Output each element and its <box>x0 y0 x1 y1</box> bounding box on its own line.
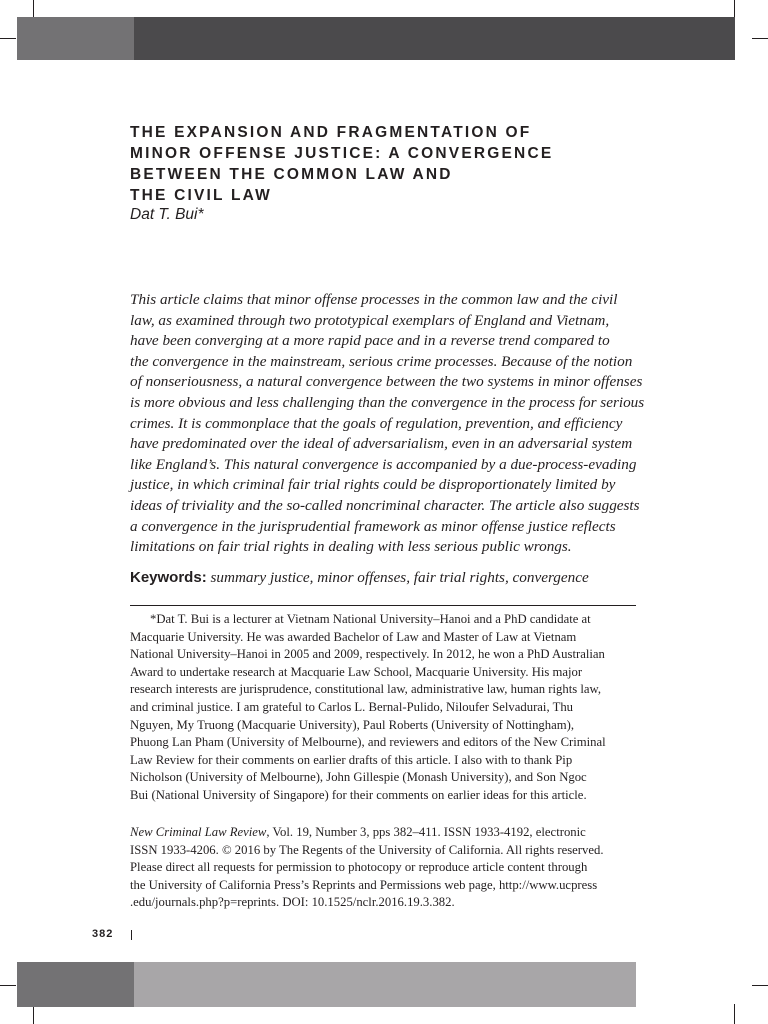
abstract-line: justice, in which criminal fair trial rights could be disproportionately limited by <box>130 476 616 494</box>
footnote-line: *Dat T. Bui is a lecturer at Vietnam National University–Hanoi and a PhD candidate at <box>150 612 591 626</box>
abstract <box>130 290 650 558</box>
journal-name: New Criminal Law Review <box>130 825 267 839</box>
abstract-line: ideas of triviality and the so-called noncriminal character. The article also suggests <box>130 496 640 514</box>
title-line: BETWEEN THE COMMON LAW AND <box>130 166 453 183</box>
article-title <box>130 122 650 206</box>
crop-mark <box>734 1004 735 1024</box>
header-band <box>134 17 735 60</box>
crop-mark <box>752 985 768 986</box>
title-line: THE CIVIL LAW <box>130 187 272 204</box>
abstract-line: like England’s. This natural convergence is accompanied by a due-process-evading <box>130 455 637 473</box>
keywords-label: Keywords: <box>130 569 207 586</box>
crop-mark <box>33 1004 34 1024</box>
footnote-divider <box>130 605 636 606</box>
keywords <box>130 569 589 587</box>
author-footnote <box>130 611 636 805</box>
header-band-accent <box>17 17 134 60</box>
citation-line: Please direct all requests for permission to photocopy or reproduce article content through <box>130 860 588 875</box>
abstract-line: a convergence in the jurisprudential framework as minor offense justice reflects <box>130 517 616 535</box>
citation-first-rest: , Vol. 19, Number 3, pps 382–411. ISSN 1933-4192, electronic <box>266 825 586 839</box>
footnote-line: National University–Hanoi in 2005 and 2009, respectively. In 2012, he won a PhD Australian <box>130 647 605 662</box>
crop-mark <box>0 985 16 986</box>
page-number-separator <box>131 930 132 940</box>
footnote-line: Phuong Lan Pham (University of Melbourne), and reviewers and editors of the New Criminal <box>130 735 606 750</box>
journal-citation <box>130 824 636 912</box>
citation-line: the University of California Press’s Reprints and Permissions web page, http://www.ucpress <box>130 877 598 892</box>
footnote-line: research interests are jurisprudence, constitutional law, administrative law, human rights law, <box>130 682 602 697</box>
footer-band-accent <box>17 962 134 1007</box>
footnote-line: Law Review for their comments on earlier drafts of this article. I also with to thank Pip <box>130 752 573 767</box>
footnote-line: Nguyen, My Truong (Macquarie University), Paul Roberts (University of Nottingham), <box>130 717 575 732</box>
abstract-line: have predominated over the ideal of adversarialism, even in an adversarial system <box>130 435 633 453</box>
abstract-line: limitations on fair trial rights in dealing with less serious public wrongs. <box>130 538 572 556</box>
citation-line: ISSN 1933-4206. © 2016 by The Regents of the University of California. All rights reserved. <box>130 842 604 857</box>
crop-mark <box>752 38 768 39</box>
footnote-line: Bui (National University of Singapore) for their comments on earlier ideas for this article. <box>130 787 587 802</box>
title-line: THE EXPANSION AND FRAGMENTATION OF <box>130 124 532 141</box>
abstract-line: This article claims that minor offense processes in the common law and the civil <box>130 291 618 308</box>
abstract-line: have been converging at a more rapid pace and in a reverse trend compared to <box>130 332 610 350</box>
author-name: Dat T. Bui* <box>130 206 204 223</box>
abstract-line: is more obvious and less challenging than the convergence in the process for serious <box>130 393 645 411</box>
abstract-line: the convergence in the mainstream, serious crime processes. Because of the notion <box>130 352 633 370</box>
abstract-line: law, as examined through two prototypical exemplars of England and Vietnam, <box>130 311 610 329</box>
keywords-text: summary justice, minor offenses, fair trial rights, convergence <box>210 569 589 586</box>
footnote-line: and criminal justice. I am grateful to Carlos L. Bernal-Pulido, Niloufer Selvadurai, Thu <box>130 699 574 714</box>
citation-line <box>130 824 636 842</box>
title-line: MINOR OFFENSE JUSTICE: A CONVERGENCE <box>130 145 554 162</box>
abstract-line: crimes. It is commonplace that the goals of regulation, prevention, and efficiency <box>130 414 623 432</box>
crop-mark <box>0 38 16 39</box>
footer-band <box>134 962 636 1007</box>
page-number: 382 <box>92 928 114 940</box>
abstract-line: of nonseriousness, a natural convergence between the two systems in minor offenses <box>130 373 643 391</box>
footnote-line: Award to undertake research at Macquarie Law School, Macquarie University. His major <box>130 664 583 679</box>
footnote-line: Nicholson (University of Melbourne), John Gillespie (Monash University), and Son Ngoc <box>130 770 587 785</box>
citation-line: .edu/journals.php?p=reprints. DOI: 10.1525/nclr.2016.19.3.382. <box>130 895 455 910</box>
footnote-line: Macquarie University. He was awarded Bachelor of Law and Master of Law at Vietnam <box>130 629 577 644</box>
